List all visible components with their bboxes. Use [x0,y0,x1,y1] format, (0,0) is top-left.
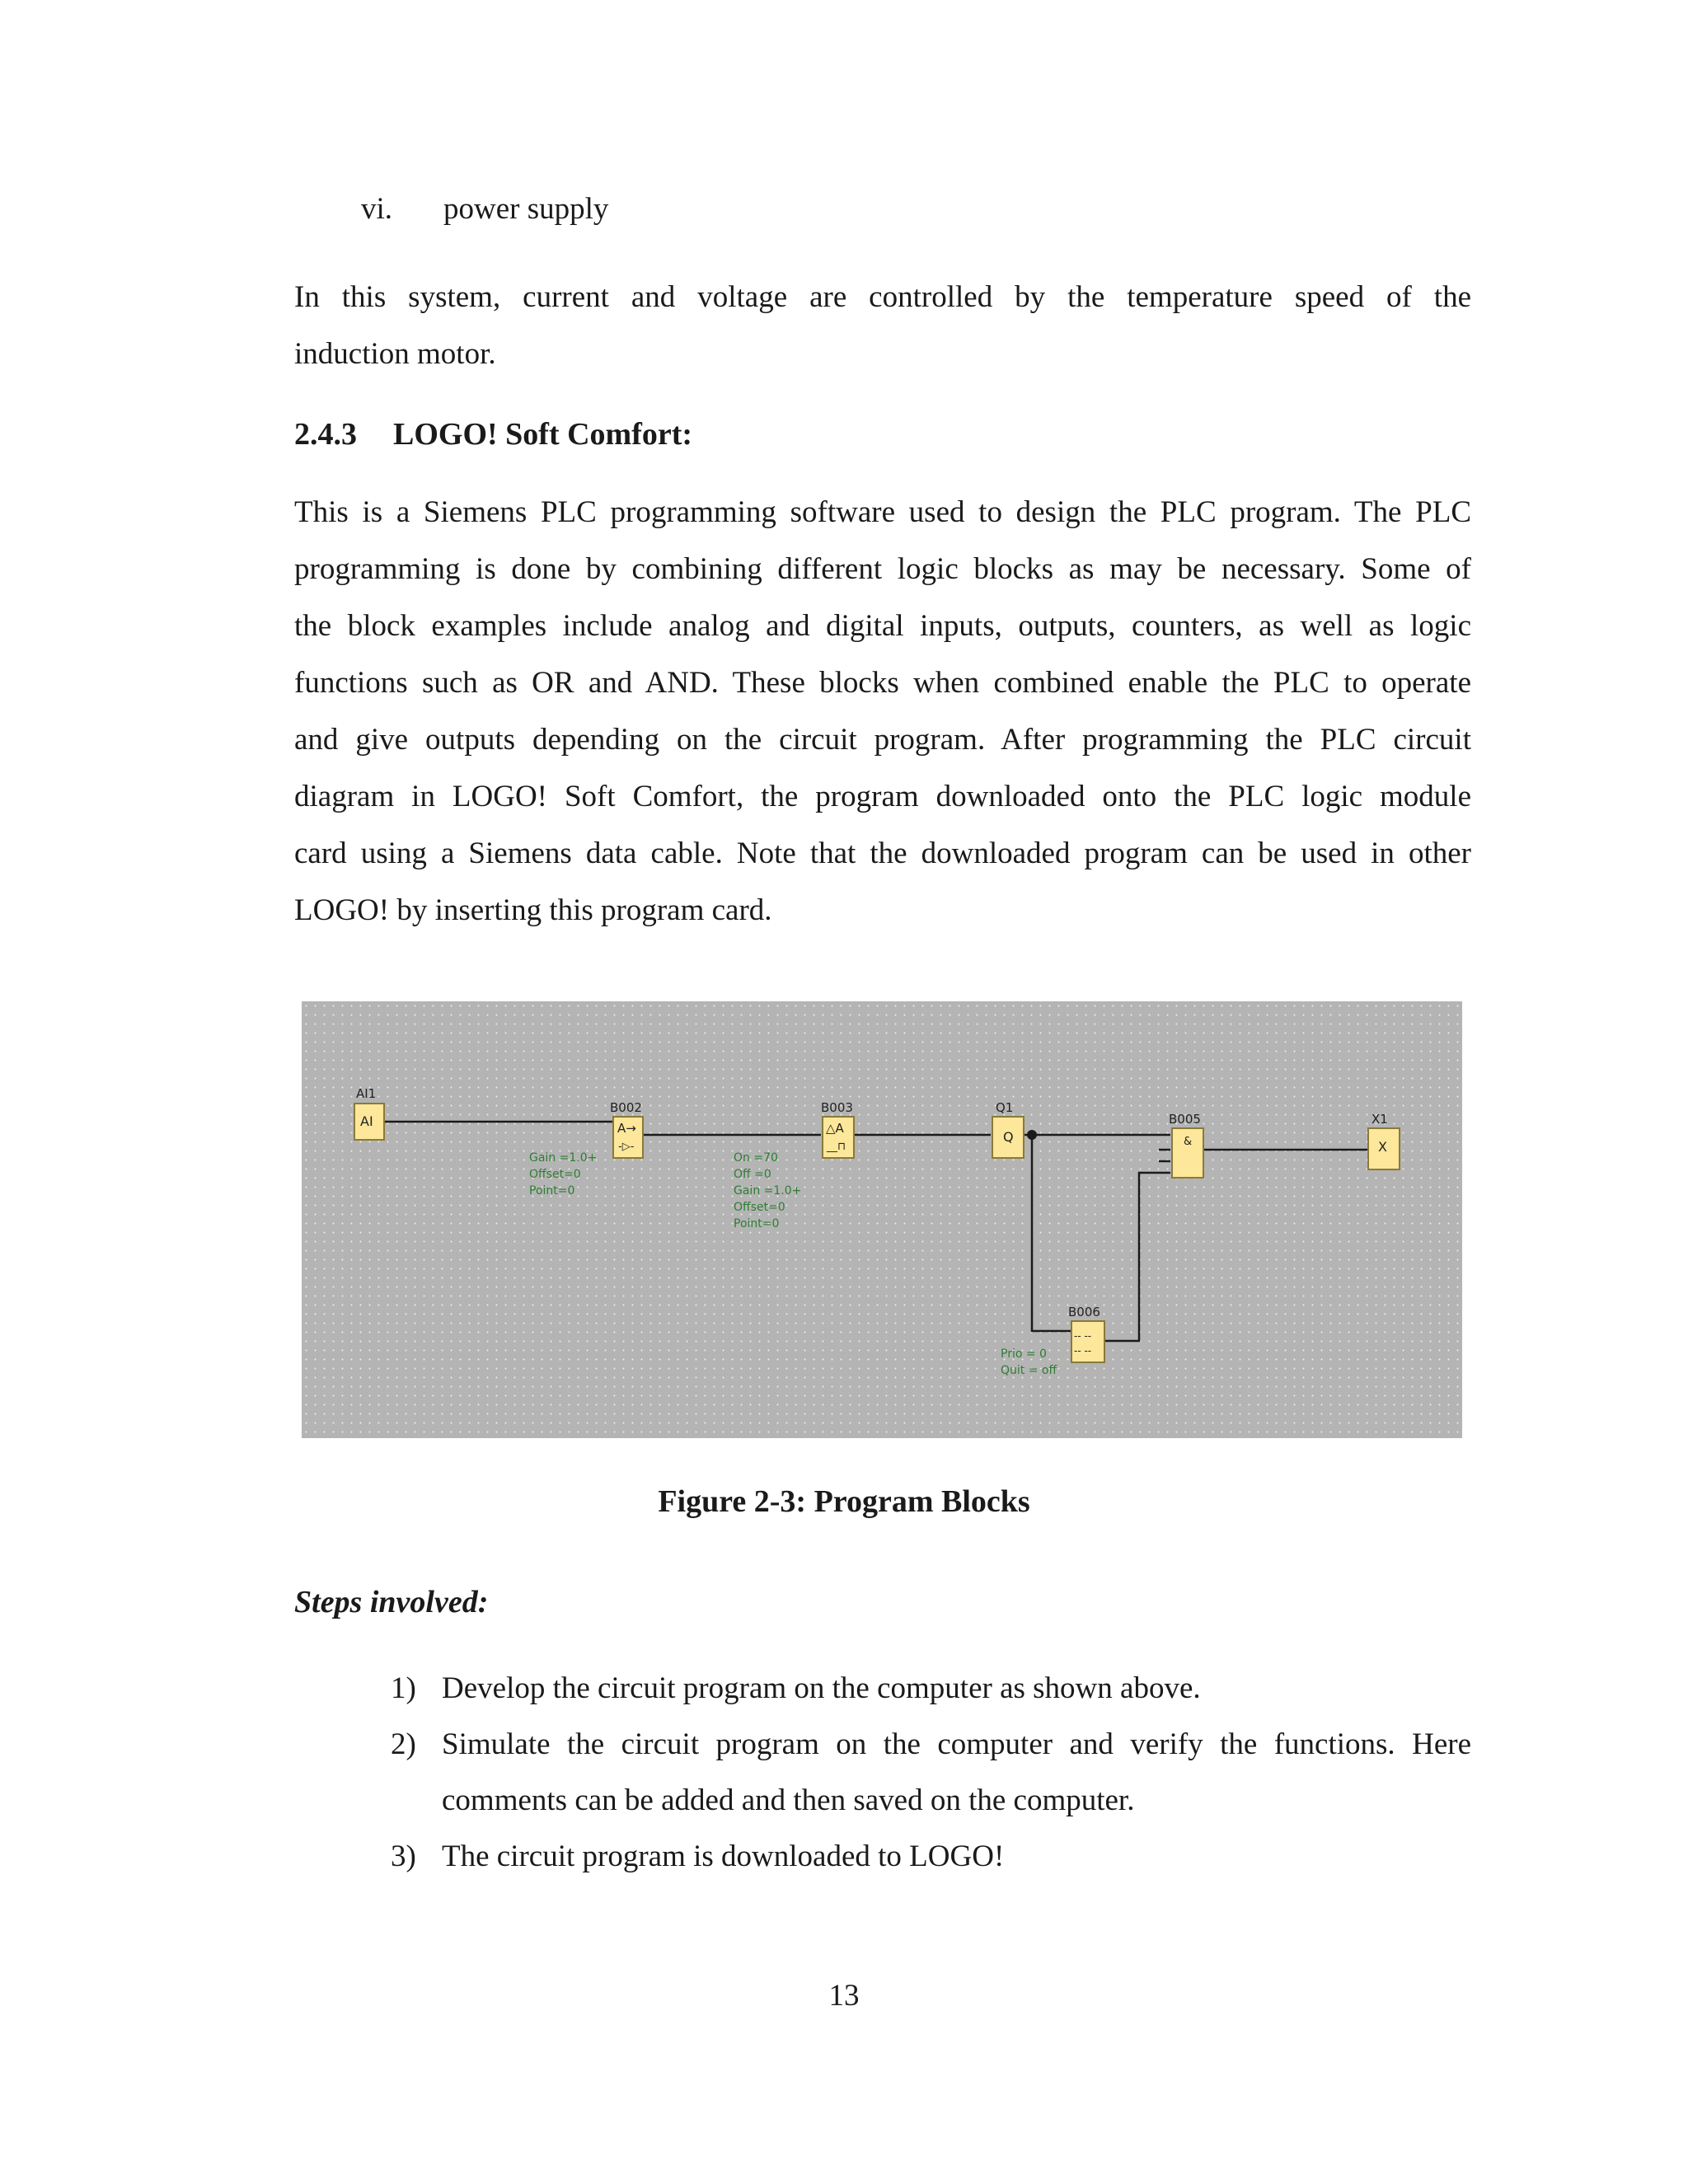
param-text: Point=0 [734,1217,780,1230]
block-label: B003 [821,1100,853,1115]
block-label: B002 [610,1100,642,1115]
block-symbol: A→ [617,1121,636,1136]
param-text: Gain =1.0+ [529,1151,598,1165]
param-text: Gain =1.0+ [734,1184,802,1197]
main-line: functions such as OR and AND. These blocks when combined enable the PLC to operate [294,666,1471,700]
block-label: Q1 [996,1100,1014,1115]
list-item [391,1717,1471,1829]
step-number: 2) [391,1727,416,1761]
param-text: Off =0 [734,1168,771,1181]
param-text: Point=0 [529,1184,575,1197]
block-label: B005 [1169,1112,1201,1127]
steps-list [391,1661,1471,1885]
param-text: On =70 [734,1151,778,1165]
main-line: the block examples include analog and digital inputs, outputs, counters, as well as logic [294,609,1471,643]
main-line: card using a Siemens data cable. Note that the downloaded program can be used in other [294,837,1471,870]
step-number: 1) [391,1671,416,1705]
main-line: This is a Siemens PLC programming software used to design the PLC program. The PLC [294,495,1471,529]
main-line: diagram in LOGO! Soft Comfort, the program downloaded onto the PLC logic module [294,780,1471,813]
intro-paragraph [294,269,1471,382]
list-item-text: power supply [443,192,609,226]
param-text: Offset=0 [529,1168,581,1181]
param-text: Offset=0 [734,1201,785,1214]
block-symbol: -- -- [1074,1330,1092,1342]
block-symbol: & [1184,1136,1193,1148]
main-paragraph [294,484,1471,939]
param-text: Quit = off [1001,1364,1057,1377]
step-text: Simulate the circuit program on the computer and verify the functions. Here comments can be added and then saved on the computer. [442,1727,1471,1817]
main-line: programming is done by combining different logic blocks as may be necessary. Some of [294,552,1471,586]
block-symbol: -- -- [1074,1345,1092,1357]
intro-line: induction motor. [294,337,496,371]
section-heading [294,416,692,452]
block-symbol: AI [360,1113,373,1129]
step-number: 3) [391,1840,416,1873]
step-text: Develop the circuit program on the computer as shown above. [442,1671,1201,1705]
block-symbol: X [1378,1139,1387,1155]
section-number: 2.4.3 [294,417,357,452]
block-symbol: __⊓ [827,1141,846,1153]
intro-line: In this system, current and voltage are controlled by the temperature speed of the [294,280,1471,314]
diagram-background [302,1001,1462,1438]
block-symbol: Q [1003,1129,1014,1145]
junction-dot [1027,1130,1037,1140]
list-item [391,1829,1471,1885]
steps-title: Steps involved: [294,1585,489,1619]
block-label: X1 [1372,1112,1388,1127]
param-text: Prio = 0 [1001,1347,1047,1361]
block-symbol: △A [826,1121,844,1136]
list-item-power-supply [361,191,608,227]
program-blocks-diagram [302,1001,1462,1438]
section-title: LOGO! Soft Comfort: [393,417,693,452]
page-number: 13 [828,1979,860,2013]
block-symbol: -▷- [618,1141,635,1153]
step-text: The circuit program is downloaded to LOGO! [442,1840,1005,1873]
list-item-number: vi. [361,192,393,226]
block-label: B006 [1068,1305,1100,1319]
main-line: LOGO! by inserting this program card. [294,893,772,927]
figure-caption: Figure 2-3: Program Blocks [658,1484,1030,1519]
block-label: AI1 [356,1086,377,1101]
list-item [391,1661,1471,1717]
main-line: and give outputs depending on the circuit program. After programming the PLC circuit [294,723,1471,757]
program-blocks-figure [302,1001,1462,1438]
